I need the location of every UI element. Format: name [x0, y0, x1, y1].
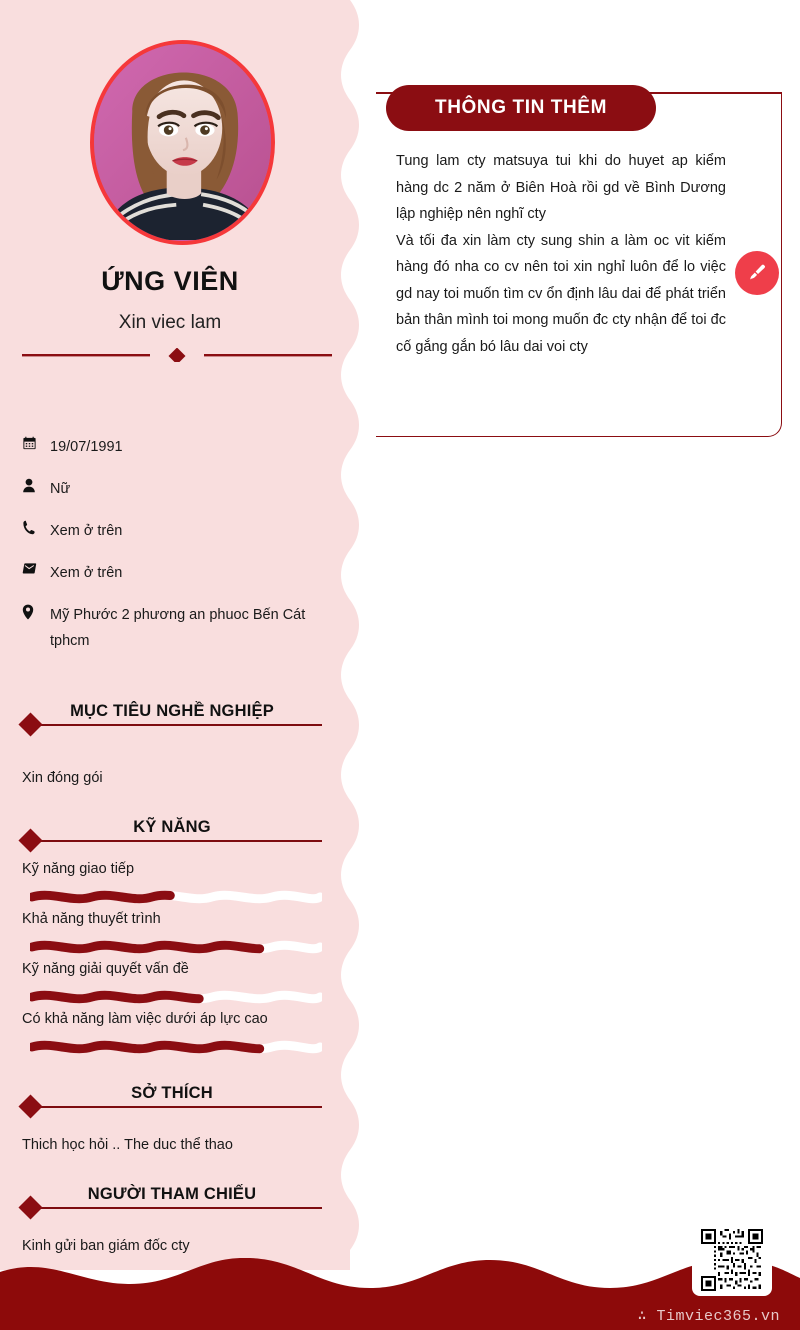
section-header-hobbies: [22, 1084, 322, 1118]
section-title: KỸ NĂNG: [133, 818, 211, 836]
qr-code: [692, 1224, 772, 1296]
extra-info-paragraph: Tung lam cty matsuya tui khi do huyet ap kiểm hàng dc 2 năm ở Biên Hoà rồi gd về Bình Dương lập nghiệp nên nghĩ cty: [396, 153, 726, 223]
skill-label: Kỹ năng giải quyết vấn đề: [22, 961, 189, 977]
person-icon: [22, 476, 46, 493]
avatar: [90, 40, 275, 245]
name-divider: [22, 348, 332, 362]
section-title: NGƯỜI THAM CHIẾU: [87, 1185, 257, 1203]
qr-code-image: [697, 1229, 767, 1291]
section-title: SỞ THÍCH: [131, 1084, 213, 1102]
section-rule: [32, 724, 322, 726]
envelope-icon: [22, 560, 46, 575]
skill-label: Kỹ năng giao tiếp: [22, 861, 135, 877]
edit-button[interactable]: [735, 251, 779, 295]
skill-bar: [30, 1038, 322, 1056]
candidate-name: ỨNG VIÊN: [101, 266, 239, 296]
phone-icon: [22, 518, 46, 535]
skill-bar: [30, 888, 322, 906]
extra-info-badge-label: THÔNG TIN THÊM: [435, 97, 607, 118]
location-pin-icon: [22, 602, 46, 620]
candidate-subtitle: Xin viec lam: [118, 312, 222, 333]
section-rule: [32, 840, 322, 842]
objective-body: Xin đóng gói: [22, 770, 103, 786]
contact-value: Xem ở trên: [50, 523, 123, 540]
portrait-illustration: [94, 44, 271, 240]
contact-item-birthdate: [22, 434, 322, 460]
hobbies-body: Thich học hỏi .. The duc thể thao: [22, 1137, 233, 1153]
extra-info-badge: [386, 85, 656, 131]
contact-value: Nữ: [50, 481, 71, 498]
contact-value: Xem ở trên: [50, 565, 123, 582]
contact-item-address: [22, 602, 322, 654]
section-header-skills: [22, 818, 322, 852]
section-rule: [32, 1106, 322, 1108]
extra-info-paragraph: Và tối đa xin làm cty sung shin a làm oc vit kiếm hàng đó nha co cv nên toi xin nghỉ luôn để lo việc gd nay toi muốn tìm cv ổn định lâu dai để phát triển bản thân mình toi mong muốn đc cty nhận để toi đc cố gắng gắn bó lâu dai voi cty: [396, 232, 726, 355]
contact-item-email: [22, 560, 322, 586]
contact-value: 19/07/1991: [50, 439, 123, 455]
paintbrush-icon: [746, 262, 768, 284]
contact-item-gender: [22, 476, 322, 502]
extra-info-text: [396, 148, 726, 360]
section-rule: [32, 1207, 322, 1209]
contact-value: Mỹ Phước 2 phương an phuoc Bến Cát tphcm: [50, 607, 306, 650]
skill-label: Có khả năng làm việc dưới áp lực cao: [22, 1011, 268, 1027]
section-header-references: [22, 1185, 322, 1219]
brand-watermark: ∴ Timviec365.vn: [637, 1308, 780, 1325]
contact-item-phone: [22, 518, 322, 544]
contact-list: [22, 434, 322, 671]
references-body: Kinh gửi ban giám đốc cty: [22, 1238, 190, 1254]
skill-bar: [30, 938, 322, 956]
skill-bar: [30, 988, 322, 1006]
skill-label: Khả năng thuyết trình: [22, 911, 161, 927]
section-header-objective: [22, 702, 322, 736]
section-title: MỤC TIÊU NGHỀ NGHIỆP: [70, 702, 274, 720]
calendar-icon: [22, 434, 46, 451]
